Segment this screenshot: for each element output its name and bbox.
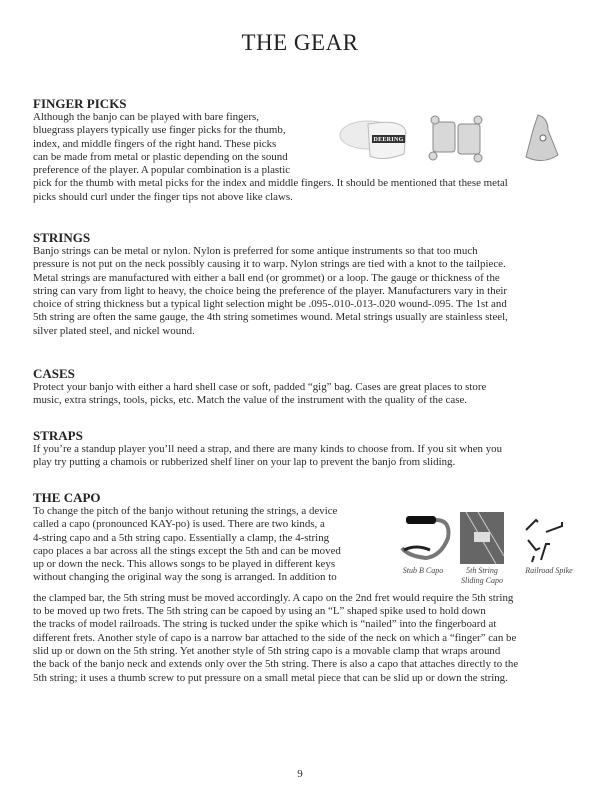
- body-text-line: If you’re a standup player you’ll need a strap, and there are many kinds to choose from. If you sit when you: [33, 443, 503, 455]
- body-text-line: to be moved up two frets. The 5th string can be capoed by using an “L” shaped spike used to hold down: [33, 605, 486, 618]
- section-cases: [33, 366, 573, 408]
- page-title: THE GEAR: [241, 30, 359, 55]
- section-straps: [33, 428, 573, 470]
- body-text-line: index, and middle fingers of the right hand. These picks: [33, 137, 277, 150]
- section-heading: STRINGS: [33, 230, 91, 245]
- body-text-line: play try putting a chamois or rubberized shelf liner on your lap to prevent the banjo from sliding.: [33, 456, 456, 469]
- body-text-line: pressure is not put on the neck possibly causing it to warp. Nylon strings are tied with a knot to the tailpiece.: [33, 258, 506, 271]
- sliding-capo-image: [460, 512, 504, 564]
- body-text-line: choice of string thickness but a typical light selection might be .095-.010-.013-.020 wound-.095. The 1st and: [33, 298, 507, 311]
- body-text-line: the back of the banjo neck and extends only over the 5th string. There is also a capo that attaches directly to the: [33, 658, 519, 671]
- body-text-line: capo places a bar across all the stings except the 5th and can be moved: [33, 544, 341, 557]
- railroad-spike-image: [526, 520, 562, 562]
- body-text-line: the tracks of model railroads. The string is tucked under the spike which is “nailed” into the fingerboard at: [33, 618, 497, 631]
- page-number: 9: [297, 768, 303, 780]
- body-text-line: without changing the original way the song is arranged. In addition to: [33, 571, 337, 584]
- body-text-line: bluegrass players typically use finger picks for the thumb,: [33, 124, 286, 137]
- stub-b-capo-image: [402, 516, 449, 558]
- body-text-line: called a capo (pronounced KAY-po) is used. There are two kinds, a: [33, 518, 325, 531]
- body-text-line: up or down the neck. This allows songs to be played in different keys: [33, 558, 336, 571]
- body-text-line: slid up or down on the 5th string. Yet another style of 5th string capo is a movable clamp that wraps around: [33, 644, 501, 657]
- finger-picks-image: [338, 110, 568, 170]
- body-text-line: the clamped bar, the 5th string must be moved accordingly. A capo on the 2nd fret would require the 5th string: [33, 591, 514, 604]
- body-text-line: can be made from metal or plastic depending on the sound: [33, 150, 288, 163]
- section-heading: STRAPS: [33, 428, 83, 443]
- metal-finger-picks-image: [429, 116, 482, 162]
- metal-thumb-pick-image: [526, 115, 558, 161]
- caption-stub-b-capo: Stub B Capo: [402, 566, 444, 575]
- body-text-line: Banjo strings can be metal or nylon. Nylon is preferred for some antique instruments so that too much: [33, 245, 478, 257]
- capo-images: [396, 512, 596, 564]
- body-text-line: To change the pitch of the banjo without retuning the strings, a device: [33, 505, 338, 517]
- body-text-line: string can vary from light to heavy, the choice being the preference of the player. Manufacturers vary in their: [33, 284, 508, 297]
- body-text-line: Metal strings are manufactured with either a ball end (or grommet) or a loop. The gauge or thickness of the: [33, 271, 500, 284]
- section-heading: FINGER PICKS: [33, 96, 127, 111]
- caption-sliding-capo: 5th String Sliding Capo: [460, 566, 503, 585]
- section-heading: THE CAPO: [33, 490, 101, 505]
- body-text-line: silver plated steel, and nickel wound.: [33, 324, 195, 337]
- body-text-line: Although the banjo can be played with bare fingers,: [33, 111, 259, 123]
- body-text-line: 4-string capo and a 5th string capo. Essentially a clamp, the 4-string: [33, 531, 330, 544]
- body-text-line: 5th string; it uses a thumb screw to put pressure on a small metal piece that can be slid up or down the string.: [33, 671, 508, 684]
- body-text-line: different frets. Another style of capo is a narrow bar attached to the side of the neck on which a “finger” can be: [33, 631, 517, 644]
- body-text-line: pick for the thumb with metal picks for the index and middle fingers. It should be mentioned that these metal: [33, 177, 508, 190]
- pick-logo-text: DEERING: [373, 137, 404, 144]
- body-text-line: music, extra strings, tools, picks, etc. Match the value of the instrument with the quality of the case.: [33, 394, 468, 407]
- section-strings: [33, 230, 573, 338]
- body-text-line: picks should curl under the finger tips not above like claws.: [33, 190, 293, 203]
- plastic-thumb-pick-image: [340, 121, 406, 159]
- body-text-line: preference of the player. A popular combination is a plastic: [33, 164, 291, 177]
- section-heading: CASES: [33, 366, 75, 381]
- body-text-line: Protect your banjo with either a hard shell case or soft, padded “gig” bag. Cases are great places to store: [33, 381, 487, 393]
- body-text-line: 5th string are often the same gauge, the 4th string sometimes wound. Metal strings usually are stainless steel,: [33, 311, 508, 324]
- caption-railroad-spike: Railroad Spike: [525, 566, 573, 575]
